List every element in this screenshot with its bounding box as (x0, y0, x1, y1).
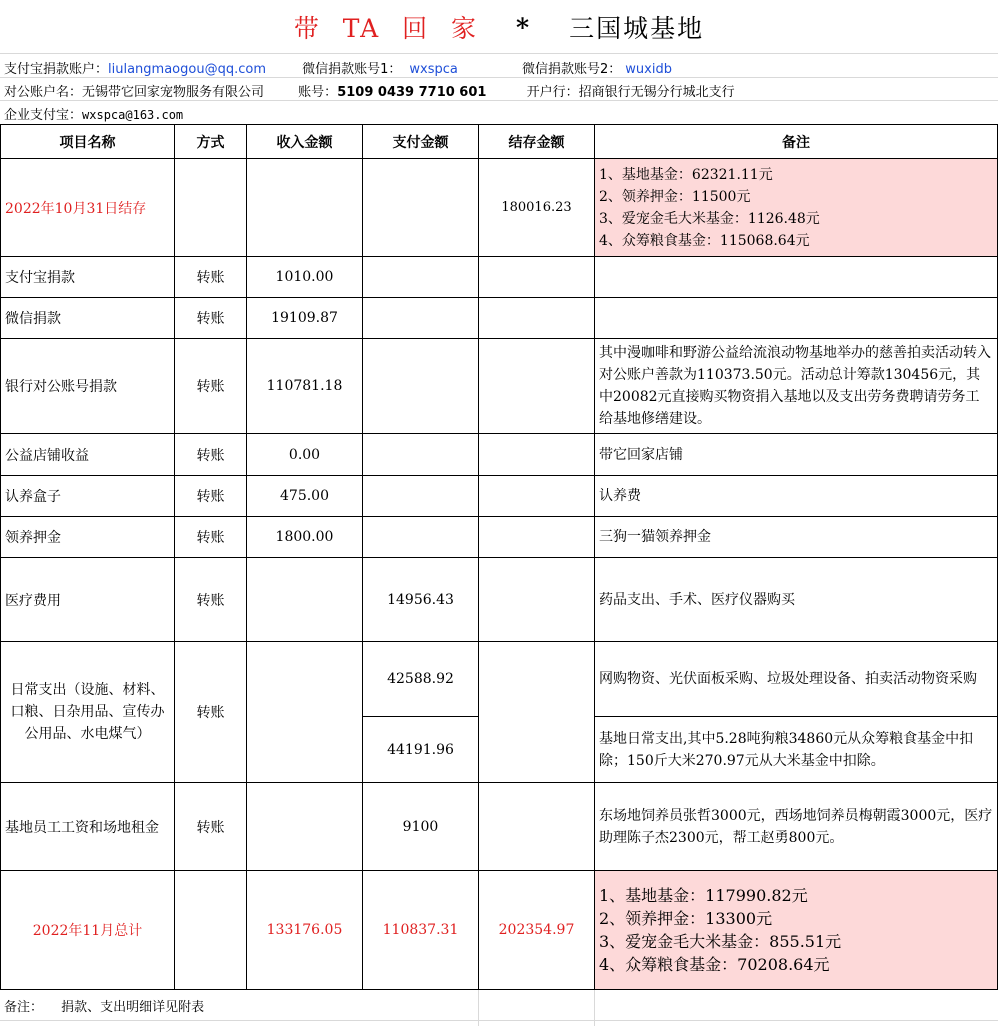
row-name: 公益店铺收益 (1, 434, 175, 476)
table-row (1, 517, 998, 558)
row-name: 2022年10月31日结存 (1, 159, 175, 257)
wages-row (1, 783, 998, 871)
row-income (247, 159, 363, 257)
corp-name: 无锡带它回家宠物服务有限公司 (82, 85, 265, 100)
row-note: 三狗一猫领养押金 (595, 517, 998, 558)
row-method: 转账 (175, 339, 247, 434)
page-title (0, 0, 998, 54)
row-balance (479, 476, 595, 517)
row-balance (479, 339, 595, 434)
row-note: 基地日常支出,其中5.28吨狗粮34860元从众筹粮食基金中扣除；150斤大米270.97元从大米基金中扣除。 (595, 717, 998, 783)
row-income (247, 783, 363, 871)
row-name: 医疗费用 (1, 558, 175, 642)
row-income: 1800.00 (247, 517, 363, 558)
header-method: 方式 (175, 125, 247, 159)
total-row (1, 871, 998, 990)
row-method (175, 871, 247, 990)
table-row (1, 257, 998, 298)
table-row (1, 476, 998, 517)
row-note: 其中漫咖啡和野游公益给流浪动物基地举办的慈善拍卖活动转入对公账户善款为110373.50元。活动总计筹款130456元，其中20082元直接购买物资捐入基地以及支出劳务费聘请劳务工给基地修缮建设。 (595, 339, 998, 434)
footer-note (4, 996, 204, 1015)
alipay-account: liulangmaogou@qq.com (108, 62, 266, 77)
opening-balance-row (1, 159, 998, 257)
row-income: 19109.87 (247, 298, 363, 339)
row-name: 认养盒子 (1, 476, 175, 517)
row-expense: 44191.96 (363, 717, 479, 783)
row-name: 支付宝捐款 (1, 257, 175, 298)
row-name: 微信捐款 (1, 298, 175, 339)
header-item: 项目名称 (1, 125, 175, 159)
row-balance (479, 434, 595, 476)
account-number-label: 账号： (298, 85, 338, 100)
row-balance (479, 783, 595, 871)
site-title: 三国城基地 (569, 14, 705, 43)
row-note: 东场地饲养员张哲3000元，西场地饲养员梅朝霞3000元，医疗助理陈子杰2300元，帮工赵勇800元。 (595, 783, 998, 871)
daily-expense-row (1, 642, 998, 717)
opening-note-line: 4、众筹粮食基金：115068.64元 (599, 232, 810, 249)
row-expense (363, 476, 479, 517)
row-name: 银行对公账号捐款 (1, 339, 175, 434)
header-notes: 备注 (595, 125, 998, 159)
header-income: 收入金额 (247, 125, 363, 159)
corporate-account-line (4, 81, 735, 100)
row-balance (479, 642, 595, 783)
total-name: 2022年11月总计 (1, 871, 175, 990)
title-separator: * (516, 12, 532, 42)
row-balance (479, 558, 595, 642)
row-note: 药品支出、手术、医疗仪器购买 (595, 558, 998, 642)
footer-label: 备注： (4, 1000, 44, 1015)
row-income: 0.00 (247, 434, 363, 476)
row-expense: 14956.43 (363, 558, 479, 642)
row-name: 领养押金 (1, 517, 175, 558)
row-expense (363, 257, 479, 298)
row-note: 认养费 (595, 476, 998, 517)
row-note (595, 298, 998, 339)
row-method: 转账 (175, 434, 247, 476)
wechat2-account: wuxidb (625, 62, 672, 77)
row-income: 1010.00 (247, 257, 363, 298)
total-income: 133176.05 (247, 871, 363, 990)
total-note-line: 4、众筹粮食基金：70208.64元 (599, 955, 830, 974)
header-balance: 结存金额 (479, 125, 595, 159)
bank-name: 招商银行无锡分行城北支行 (578, 85, 735, 100)
total-expense: 110837.31 (363, 871, 479, 990)
opening-note-line: 1、基地基金：62321.11元 (599, 166, 773, 183)
opening-notes (595, 159, 998, 257)
row-expense (363, 159, 479, 257)
row-method: 转账 (175, 476, 247, 517)
row-income: 475.00 (247, 476, 363, 517)
table-row (1, 339, 998, 434)
row-expense (363, 434, 479, 476)
total-note-line: 2、领养押金：13300元 (599, 909, 773, 928)
footer-text: 捐款、支出明细详见附表 (61, 1000, 205, 1015)
wechat1-account: wxspca (409, 62, 458, 77)
row-method: 转账 (175, 558, 247, 642)
wechat2-label: 微信捐款账号2： (522, 62, 622, 77)
row-balance (479, 257, 595, 298)
row-method: 转账 (175, 517, 247, 558)
row-note (595, 257, 998, 298)
enterprise-alipay-account: wxspca@163.com (82, 108, 184, 122)
row-income (247, 558, 363, 642)
row-name: 基地员工工资和场地租金 (1, 783, 175, 871)
row-expense (363, 339, 479, 434)
account-number: 5109 0439 7710 601 (337, 85, 487, 100)
table-row (1, 298, 998, 339)
wechat1-label: 微信捐款账号1： (302, 62, 402, 77)
row-method: 转账 (175, 783, 247, 871)
row-balance (479, 517, 595, 558)
opening-note-line: 2、领养押金：11500元 (599, 188, 751, 205)
row-method: 转账 (175, 642, 247, 783)
donation-accounts-line (4, 58, 672, 77)
total-note-line: 1、基地基金：117990.82元 (599, 886, 808, 905)
row-method (175, 159, 247, 257)
total-notes (595, 871, 998, 990)
alipay-label: 支付宝捐款账户： (4, 62, 109, 77)
row-balance (479, 298, 595, 339)
row-method: 转账 (175, 257, 247, 298)
table-header (1, 125, 998, 159)
row-expense (363, 298, 479, 339)
row-expense: 42588.92 (363, 642, 479, 717)
enterprise-alipay-label: 企业支付宝： (4, 108, 83, 123)
total-note-line: 3、爱宠金毛大米基金：855.51元 (599, 932, 842, 951)
bank-label: 开户行： (526, 85, 579, 100)
enterprise-alipay-line (4, 104, 183, 123)
ledger-table (0, 124, 998, 990)
corp-label: 对公账户名： (4, 85, 83, 100)
row-note: 网购物资、光伏面板采购、垃圾处理设备、拍卖活动物资采购 (595, 642, 998, 717)
header-expense: 支付金额 (363, 125, 479, 159)
table-row (1, 558, 998, 642)
table-row (1, 434, 998, 476)
row-expense: 9100 (363, 783, 479, 871)
row-balance: 180016.23 (479, 159, 595, 257)
row-note: 带它回家店铺 (595, 434, 998, 476)
brand-title: 带 TA 回 家 (293, 14, 479, 43)
row-income (247, 642, 363, 783)
row-expense (363, 517, 479, 558)
opening-note-line: 3、爱宠金毛大米基金：1126.48元 (599, 210, 820, 227)
row-income: 110781.18 (247, 339, 363, 434)
total-balance: 202354.97 (479, 871, 595, 990)
row-name: 日常支出（设施、材料、口粮、日杂用品、宣传办公用品、水电煤气） (1, 642, 175, 783)
row-method: 转账 (175, 298, 247, 339)
